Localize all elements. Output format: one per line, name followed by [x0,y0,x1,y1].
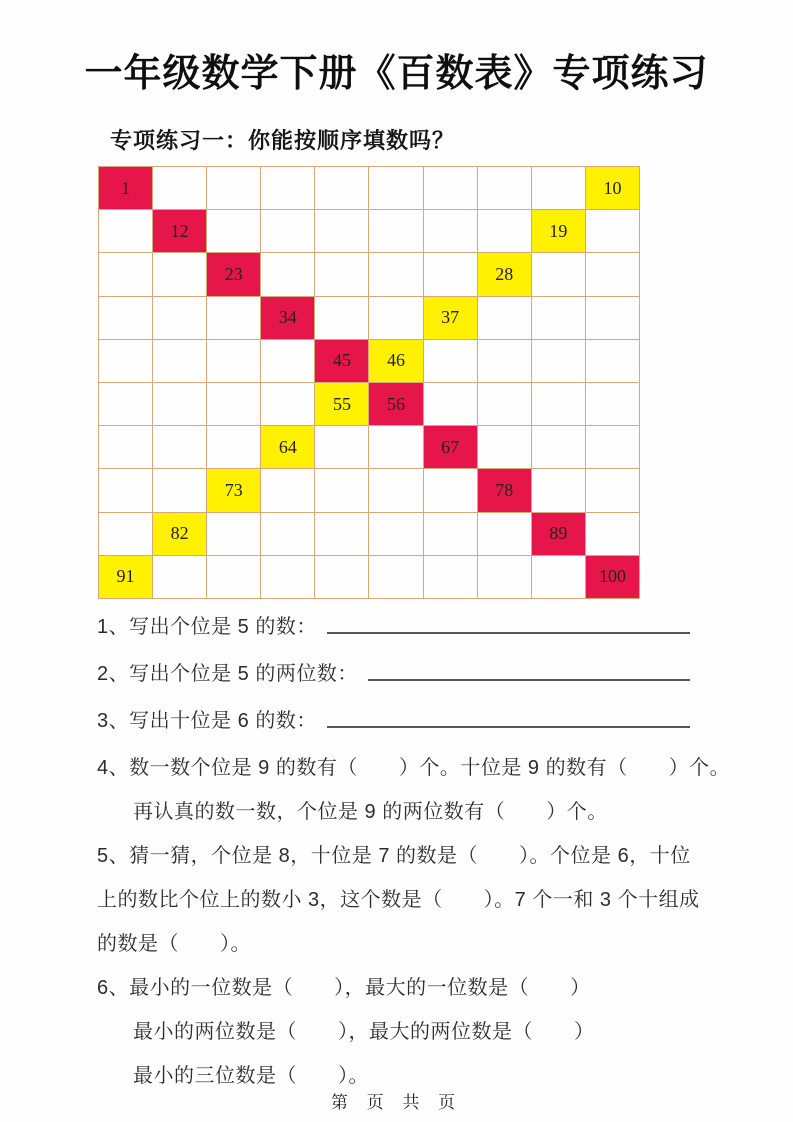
question-text: 1、写出个位是 5 的数： [97,616,317,638]
grid-cell-filled [586,167,639,209]
grid-cell [478,297,531,339]
grid-cell [99,513,152,555]
grid-cell-filled [153,210,206,252]
grid-cell [99,426,152,468]
grid-cell [586,210,639,252]
grid-cell [424,210,477,252]
grid-cell-number: 12 [170,220,189,241]
grid-cell [207,383,260,425]
grid-cell [369,297,422,339]
grid-cell-filled [207,469,260,511]
grid-cell [99,297,152,339]
grid-cell [478,426,531,468]
question-line [97,920,709,964]
grid-cell-number: 19 [549,220,568,241]
grid-cell-number: 1 [121,177,131,198]
worksheet-title: 一年级数学下册《百数表》专项练习 [84,53,709,95]
grid-cell [532,556,585,598]
grid-cell [99,383,152,425]
answer-blank-line [327,726,690,728]
grid-cell-number: 23 [224,263,243,284]
question-line [97,697,690,741]
grid-cell [315,469,368,511]
grid-cell [207,426,260,468]
grid-cell-filled [532,210,585,252]
grid-cell [153,383,206,425]
question-line [97,744,731,788]
grid-cell [424,513,477,555]
grid-cell [369,469,422,511]
grid-cell-filled [369,340,422,382]
answer-blank-line [368,679,690,681]
grid-cell-number: 34 [278,307,297,328]
grid-cell-filled [261,426,314,468]
grid-cell-filled [424,297,477,339]
grid-cell [424,253,477,295]
grid-cell [478,383,531,425]
grid-cell-number: 73 [224,479,243,500]
grid-cell [261,556,314,598]
grid-cell [207,556,260,598]
grid-cell [532,340,585,382]
grid-cell [478,556,531,598]
grid-cell-filled [261,297,314,339]
grid-cell-number: 46 [387,350,406,371]
grid-cell-number: 91 [116,566,135,587]
grid-cell [153,253,206,295]
question-line [97,876,709,920]
grid-cell-filled [315,383,368,425]
question-text: 2、写出个位是 5 的两位数： [97,663,358,685]
grid-cell [586,383,639,425]
grid-cell [369,167,422,209]
grid-cell [315,297,368,339]
grid-cell-filled [478,469,531,511]
grid-cell [99,340,152,382]
question-text: 最小的两位数是（ ），最大的两位数是（ ） [133,1021,595,1043]
question-text: 上的数比个位上的数小 3，这个数是（ ）。7 个一和 3 个十组成 [97,889,700,911]
grid-cell-filled [586,556,639,598]
question-text: 4、数一数个位是 9 的数有（ ）个。十位是 9 的数有（ ）个。 [97,757,731,779]
grid-cell-filled [532,513,585,555]
grid-cell-filled [99,556,152,598]
grid-cell [99,253,152,295]
question-2 [97,650,709,694]
grid-cell-number: 78 [495,479,514,500]
grid-cell [99,469,152,511]
grid-cell [586,253,639,295]
grid-cell [532,253,585,295]
grid-cell [207,210,260,252]
grid-cell [586,426,639,468]
grid-cell-number: 64 [278,436,297,457]
exercise-subtitle: 专项练习一：你能按顺序填数吗？ [110,128,456,153]
grid-cell [478,513,531,555]
grid-cell [532,426,585,468]
grid-cell [369,513,422,555]
question-text: 5、猜一猜，个位是 8，十位是 7 的数是（ ）。个位是 6，十位 [97,845,691,867]
question-text: 最小的三位数是（ ）。 [133,1065,369,1087]
grid-cell [315,513,368,555]
grid-cell-filled [99,167,152,209]
grid-cell-number: 37 [441,307,460,328]
question-line [97,603,690,647]
grid-cell [315,426,368,468]
grid-cell [478,340,531,382]
grid-cell [369,426,422,468]
question-line [97,832,709,876]
question-3 [97,697,709,741]
grid-cell [261,167,314,209]
grid-cell-number: 28 [495,263,514,284]
grid-cell-number: 56 [387,393,406,414]
question-line [97,788,709,832]
question-line [97,650,690,694]
grid-cell [478,167,531,209]
grid-cell [586,513,639,555]
grid-cell-number: 100 [598,566,626,587]
grid-cell [315,210,368,252]
grid-cell [478,210,531,252]
grid-cell [261,340,314,382]
question-line [97,964,709,1008]
question-1 [97,603,709,647]
grid-cell [207,297,260,339]
grid-cell-filled [478,253,531,295]
question-5 [97,832,709,964]
grid-cell [207,167,260,209]
question-6 [97,964,709,1096]
hundred-chart-grid [98,166,640,599]
grid-cell [153,297,206,339]
grid-cell [207,513,260,555]
grid-cell-number: 45 [332,350,351,371]
grid-cell [261,383,314,425]
grid-cell [424,383,477,425]
grid-cell [261,513,314,555]
grid-cell [532,469,585,511]
grid-cell-filled [369,383,422,425]
grid-cell [586,340,639,382]
question-4 [97,744,731,832]
grid-cell-number: 89 [549,523,568,544]
grid-cell [369,556,422,598]
grid-cell-number: 55 [332,393,351,414]
page-footer: 第 页 共 页 [330,1093,463,1112]
grid-cell [153,340,206,382]
grid-cell [153,469,206,511]
grid-cell [586,469,639,511]
answer-blank-line [327,632,690,634]
grid-cell-number: 82 [170,523,189,544]
grid-cell [424,340,477,382]
grid-cell-filled [207,253,260,295]
grid-cell [261,469,314,511]
grid-cell [153,167,206,209]
grid-cell-filled [424,426,477,468]
grid-cell [424,469,477,511]
grid-cell-number: 10 [603,177,622,198]
grid-cell [424,167,477,209]
grid-cell [532,167,585,209]
grid-cell [207,340,260,382]
grid-cell [315,167,368,209]
question-text: 3、写出十位是 6 的数： [97,710,317,732]
grid-cell [315,253,368,295]
grid-cell-number: 67 [441,436,460,457]
grid-cell [369,253,422,295]
question-line [97,1008,709,1052]
question-text: 的数是（ ）。 [97,933,251,955]
grid-cell [586,297,639,339]
question-list [97,603,731,1096]
question-text: 6、最小的一位数是（ ），最大的一位数是（ ） [97,977,591,999]
grid-cell [99,210,152,252]
question-text: 再认真的数一数，个位是 9 的两位数有（ ）个。 [133,801,608,823]
grid-cell-filled [315,340,368,382]
grid-cell [261,210,314,252]
grid-cell [424,556,477,598]
grid-cell [532,297,585,339]
grid-cell [532,383,585,425]
grid-cell [153,426,206,468]
grid-cell [369,210,422,252]
grid-cell [261,253,314,295]
grid-cell [153,556,206,598]
grid-cell-filled [153,513,206,555]
grid-cell [315,556,368,598]
